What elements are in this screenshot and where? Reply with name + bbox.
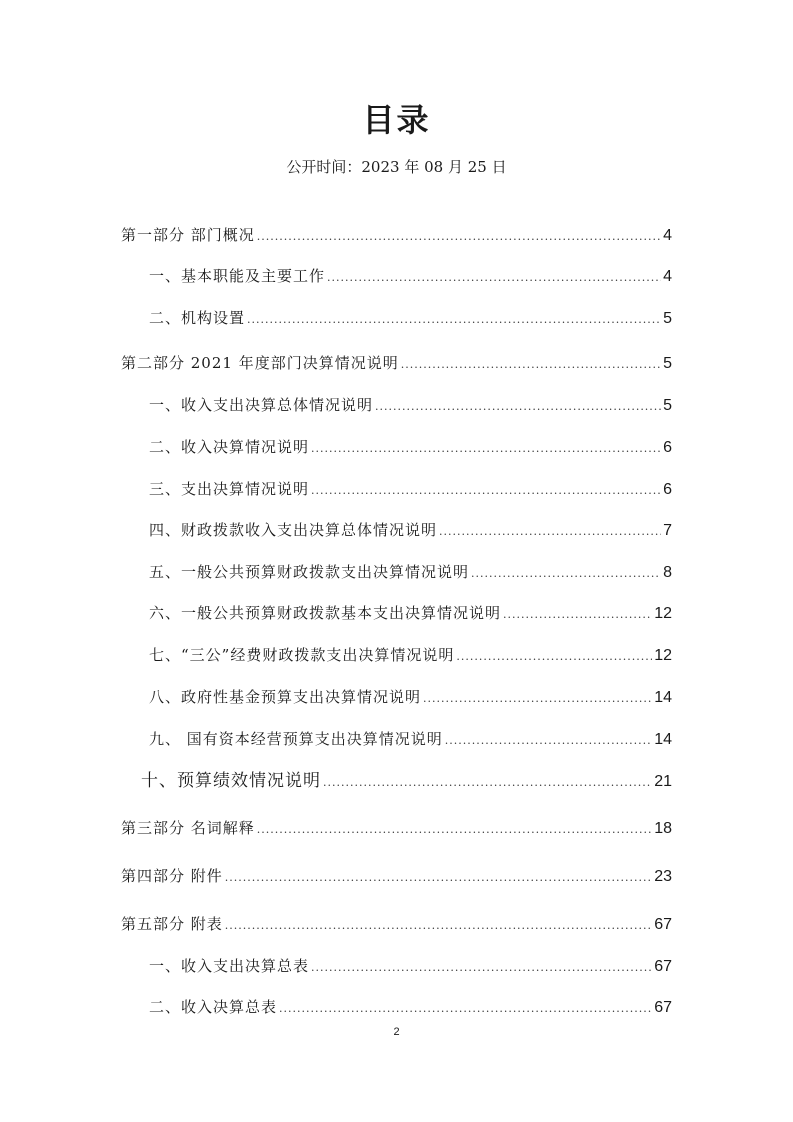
toc-entry-label: 六、一般公共预算财政拨款基本支出决算情况说明 (149, 604, 502, 622)
toc-entry-page: 12 (654, 647, 672, 664)
toc-entry-label: 第二部分 2021 年度部门决算情况说明 (121, 354, 399, 372)
toc-leader-dots (323, 772, 652, 794)
toc-entry-page: 67 (654, 999, 672, 1016)
toc-entry-label: 十、预算绩效情况说明 (141, 771, 321, 791)
toc-entry-page: 67 (654, 916, 672, 933)
toc-entry-page: 21 (654, 773, 672, 790)
toc-entry[interactable] (149, 394, 672, 416)
toc-leader-dots (503, 604, 652, 626)
toc-entry[interactable] (121, 817, 672, 839)
toc-entry[interactable] (149, 955, 672, 977)
toc-entry-label: 二、收入决算情况说明 (149, 438, 310, 456)
toc-entry-page: 6 (663, 481, 672, 498)
page-number: 2 (393, 1026, 400, 1038)
toc-entry-page: 6 (663, 439, 672, 456)
toc-entry-label: 五、一般公共预算财政拨款支出决算情况说明 (149, 563, 470, 581)
toc-entry[interactable] (149, 519, 672, 541)
toc-leader-dots (311, 438, 661, 460)
toc-entry-page: 7 (663, 522, 672, 539)
toc-entry[interactable] (149, 728, 672, 750)
toc-entry[interactable] (149, 602, 672, 624)
toc-entry-label: 八、政府性基金预算支出决算情况说明 (149, 688, 422, 706)
toc-entry-label: 二、机构设置 (149, 309, 246, 327)
toc-entry-label: 二、收入决算总表 (149, 998, 278, 1016)
toc-leader-dots (311, 480, 661, 502)
toc-leader-dots (471, 563, 661, 585)
toc-leader-dots (423, 688, 652, 710)
toc-entry-label: 第一部分 部门概况 (121, 226, 255, 244)
toc-leader-dots (375, 396, 661, 418)
toc-leader-dots (247, 309, 661, 331)
toc-leader-dots (257, 226, 661, 248)
toc-entry[interactable] (149, 561, 672, 583)
toc-entry[interactable] (149, 644, 672, 666)
toc-leader-dots (225, 867, 652, 889)
toc-leader-dots (311, 957, 652, 979)
toc-entry[interactable] (121, 865, 672, 887)
toc-entry-page: 14 (654, 731, 672, 748)
toc-entry-label: 第三部分 名词解释 (121, 819, 255, 837)
publish-date: 公开时间：2023 年 08 月 25 日 (286, 158, 507, 176)
toc-entry[interactable] (149, 307, 672, 329)
toc-entry-page: 5 (663, 355, 672, 372)
toc-entry[interactable] (141, 770, 672, 792)
toc-entry-page: 8 (663, 564, 672, 581)
toc-entry[interactable] (149, 478, 672, 500)
page-title: 目录 (362, 101, 431, 139)
toc-entry[interactable] (149, 996, 672, 1018)
toc-entry[interactable] (121, 913, 672, 935)
toc-entry[interactable] (149, 686, 672, 708)
toc-entry[interactable] (149, 265, 672, 287)
toc-entry-label: 三、支出决算情况说明 (149, 480, 310, 498)
toc-entry[interactable] (121, 224, 672, 246)
toc-entry-page: 23 (654, 868, 672, 885)
toc-entry-page: 5 (663, 397, 672, 414)
toc-leader-dots (327, 267, 661, 289)
toc-entry-page: 67 (654, 958, 672, 975)
toc-leader-dots (279, 998, 652, 1020)
toc-entry-page: 12 (654, 605, 672, 622)
toc-leader-dots (439, 521, 661, 543)
toc-leader-dots (401, 354, 661, 376)
toc-leader-dots (456, 646, 652, 668)
toc-leader-dots (257, 819, 652, 841)
toc-entry-page: 5 (663, 310, 672, 327)
toc-entry-page: 4 (663, 227, 672, 244)
toc-entry-label: 四、财政拨款收入支出决算总体情况说明 (149, 521, 438, 539)
toc-leader-dots (225, 915, 652, 937)
toc-entry-label: 第五部分 附表 (121, 915, 223, 933)
toc-entry-label: 七、“三公”经费财政拨款支出决算情况说明 (149, 646, 455, 664)
toc-entry-page: 18 (654, 820, 672, 837)
toc-leader-dots (445, 730, 652, 752)
toc-entry[interactable] (149, 436, 672, 458)
toc-entry[interactable] (121, 352, 672, 374)
toc-entry-label: 一、基本职能及主要工作 (149, 267, 326, 285)
toc-entry-label: 九、 国有资本经营预算支出决算情况说明 (149, 730, 443, 748)
toc-entry-page: 4 (663, 268, 672, 285)
toc-entry-label: 一、收入支出决算总表 (149, 957, 310, 975)
toc-entry-label: 一、收入支出决算总体情况说明 (149, 396, 374, 414)
toc-entry-label: 第四部分 附件 (121, 867, 223, 885)
toc-entry-page: 14 (654, 689, 672, 706)
